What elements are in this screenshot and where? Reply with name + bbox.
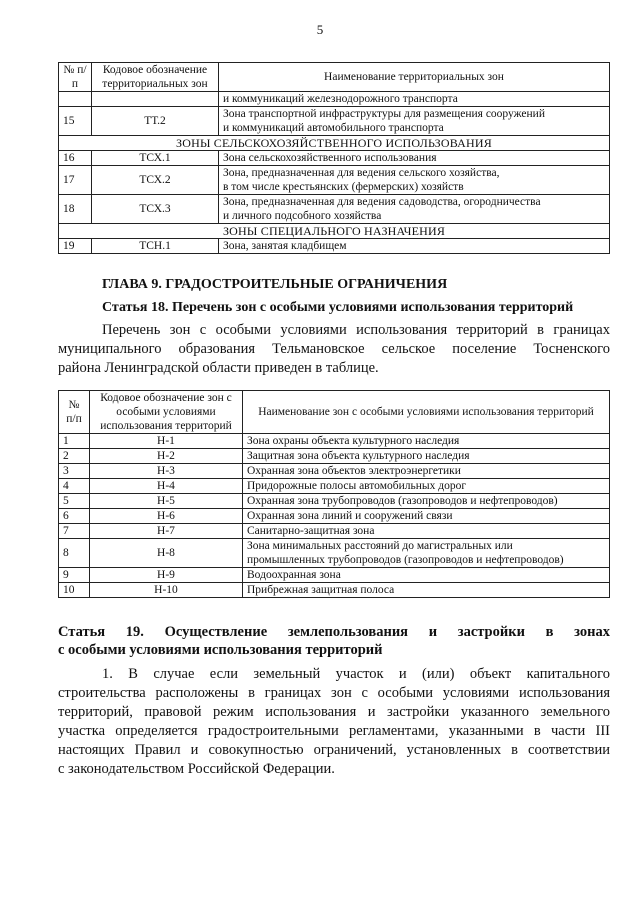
zone-name-line: Охранная зона линий и сооружений связи — [247, 510, 453, 522]
article-18-paragraph — [58, 321, 610, 378]
zone-name — [243, 524, 610, 539]
zone-name — [243, 568, 610, 583]
zone-code: ТСХ.2 — [92, 166, 219, 195]
table-row — [59, 449, 610, 464]
row-number: 1 — [59, 434, 90, 449]
table-row — [59, 239, 610, 254]
table-row — [59, 494, 610, 509]
heading-line: с особыми условиями использования территорий — [58, 642, 383, 658]
special-zones-table — [58, 390, 610, 598]
zone-name-line: Зона, занятая кладбищем — [223, 240, 347, 252]
table-row — [59, 434, 610, 449]
zone-code: Н-9 — [90, 568, 243, 583]
row-number — [59, 92, 92, 107]
territorial-zones-table — [58, 62, 610, 254]
paragraph-line: территорий, правовой режим использования и застройки указанного земельного — [58, 704, 610, 720]
zone-code: ТСН.1 — [92, 239, 219, 254]
zone-name — [243, 449, 610, 464]
table-header-row — [59, 63, 610, 92]
zone-name-line: Охранная зона объектов электроэнергетики — [247, 465, 461, 477]
paragraph-line: муниципального образования Тельмановское сельское поселение Тосненского — [58, 341, 610, 357]
article-19-paragraph — [58, 665, 610, 779]
zone-name-line: Зона сельскохозяйственного использования — [223, 152, 437, 164]
zone-code: Н-10 — [90, 583, 243, 598]
article-19-heading — [58, 623, 610, 659]
zone-name-line: и коммуникаций автомобильного транспорта — [223, 122, 444, 134]
row-number: 4 — [59, 479, 90, 494]
zone-name — [219, 107, 610, 136]
zone-code: ТСХ.1 — [92, 151, 219, 166]
zone-code: Н-2 — [90, 449, 243, 464]
zone-name — [243, 509, 610, 524]
zone-code: Н-3 — [90, 464, 243, 479]
column-header-name: Наименование зон с особыми условиями использования территорий — [243, 391, 610, 434]
table-row — [59, 479, 610, 494]
zone-name — [219, 166, 610, 195]
zone-name-line: Зона, предназначенная для ведения садоводства, огородничества — [223, 196, 541, 208]
table-row — [59, 195, 610, 224]
zone-name — [219, 195, 610, 224]
section-title: ЗОНЫ СПЕЦИАЛЬНОГО НАЗНАЧЕНИЯ — [59, 224, 610, 239]
paragraph-line: 1. В случае если земельный участок и (или) объект капитального — [102, 666, 610, 682]
article-18-heading: Статья 18. Перечень зон с особыми условиями использования территорий — [102, 300, 574, 315]
row-number: 6 — [59, 509, 90, 524]
zone-name-line: Зона, предназначенная для ведения сельского хозяйства, — [223, 167, 500, 179]
zone-name-line: Прибрежная защитная полоса — [247, 584, 395, 596]
chapter-heading: ГЛАВА 9. ГРАДОСТРОИТЕЛЬНЫЕ ОГРАНИЧЕНИЯ — [102, 277, 448, 292]
zone-name-line: Зона транспортной инфраструктуры для размещения сооружений — [223, 108, 545, 120]
zone-name-line: Санитарно-защитная зона — [247, 525, 375, 537]
zone-name-line: и личного подсобного хозяйства — [223, 210, 382, 222]
zone-name — [243, 539, 610, 568]
paragraph-line: настоящих Правил и совокупностью ограничений, установленных в соответствии — [58, 742, 610, 758]
zone-code: Н-4 — [90, 479, 243, 494]
zone-name — [243, 434, 610, 449]
row-number: 5 — [59, 494, 90, 509]
paragraph-line: Перечень зон с особыми условиями использования территорий в границах — [102, 322, 610, 338]
table-row — [59, 583, 610, 598]
column-header-number: № п/п — [59, 63, 92, 92]
page-number: 5 — [316, 22, 324, 37]
row-number: 17 — [59, 166, 92, 195]
row-number: 9 — [59, 568, 90, 583]
table-row — [59, 539, 610, 568]
table-row — [59, 166, 610, 195]
row-number: 15 — [59, 107, 92, 136]
section-row — [59, 136, 610, 151]
zone-name — [243, 494, 610, 509]
row-number: 3 — [59, 464, 90, 479]
zone-code: ТТ.2 — [92, 107, 219, 136]
column-header-code: Кодовое обозначение территориальных зон — [92, 63, 219, 92]
table-header-row — [59, 391, 610, 434]
zone-code — [92, 92, 219, 107]
zone-name — [219, 239, 610, 254]
zone-name — [219, 151, 610, 166]
row-number: 18 — [59, 195, 92, 224]
zone-name-line: Водоохранная зона — [247, 569, 341, 581]
zone-name — [243, 479, 610, 494]
table-row — [59, 464, 610, 479]
section-title: ЗОНЫ СЕЛЬСКОХОЗЯЙСТВЕННОГО ИСПОЛЬЗОВАНИЯ — [59, 136, 610, 151]
zone-code: Н-1 — [90, 434, 243, 449]
table-row — [59, 107, 610, 136]
row-number: 7 — [59, 524, 90, 539]
zone-name-line: Зона охраны объекта культурного наследия — [247, 435, 460, 447]
column-header-code: Кодовое обозначение зон с особыми условиями использования территорий — [90, 391, 243, 434]
column-header-name: Наименование территориальных зон — [219, 63, 610, 92]
zone-name — [243, 583, 610, 598]
zone-code: Н-6 — [90, 509, 243, 524]
table-row — [59, 151, 610, 166]
row-number: 2 — [59, 449, 90, 464]
table-row — [59, 568, 610, 583]
column-header-number: № п/п — [59, 391, 90, 434]
zone-name-line: Защитная зона объекта культурного наследия — [247, 450, 470, 462]
zone-name-line: и коммуникаций железнодорожного транспорта — [223, 93, 458, 105]
zone-name-line: Зона минимальных расстояний до магистральных или — [247, 540, 513, 552]
paragraph-line: участка определяется градостроительными регламентами, указанными в части III — [58, 723, 610, 739]
zone-name — [219, 92, 610, 107]
row-number: 19 — [59, 239, 92, 254]
paragraph-line: с законодательством Российской Федерации. — [58, 761, 335, 777]
zone-name-line: в том числе крестьянских (фермерских) хозяйств — [223, 181, 464, 193]
zone-name-line: Охранная зона трубопроводов (газопроводов и нефтепроводов) — [247, 495, 558, 507]
zone-code: ТСХ.3 — [92, 195, 219, 224]
zone-code: Н-8 — [90, 539, 243, 568]
table-row — [59, 509, 610, 524]
table-row — [59, 92, 610, 107]
table-row — [59, 524, 610, 539]
zone-name-line: Придорожные полосы автомобильных дорог — [247, 480, 467, 492]
heading-line: Статья 19. Осуществление землепользования и застройки в зонах — [58, 624, 610, 640]
paragraph-line: района Ленинградской области приведен в таблице. — [58, 360, 379, 376]
zone-code: Н-5 — [90, 494, 243, 509]
zone-code: Н-7 — [90, 524, 243, 539]
paragraph-line: строительства расположены в границах зон с особыми условиями использования — [58, 685, 610, 701]
row-number: 8 — [59, 539, 90, 568]
row-number: 10 — [59, 583, 90, 598]
row-number: 16 — [59, 151, 92, 166]
zone-name-line: промышленных трубопроводов (газопроводов и нефтепроводов) — [247, 554, 564, 566]
zone-name — [243, 464, 610, 479]
section-row — [59, 224, 610, 239]
